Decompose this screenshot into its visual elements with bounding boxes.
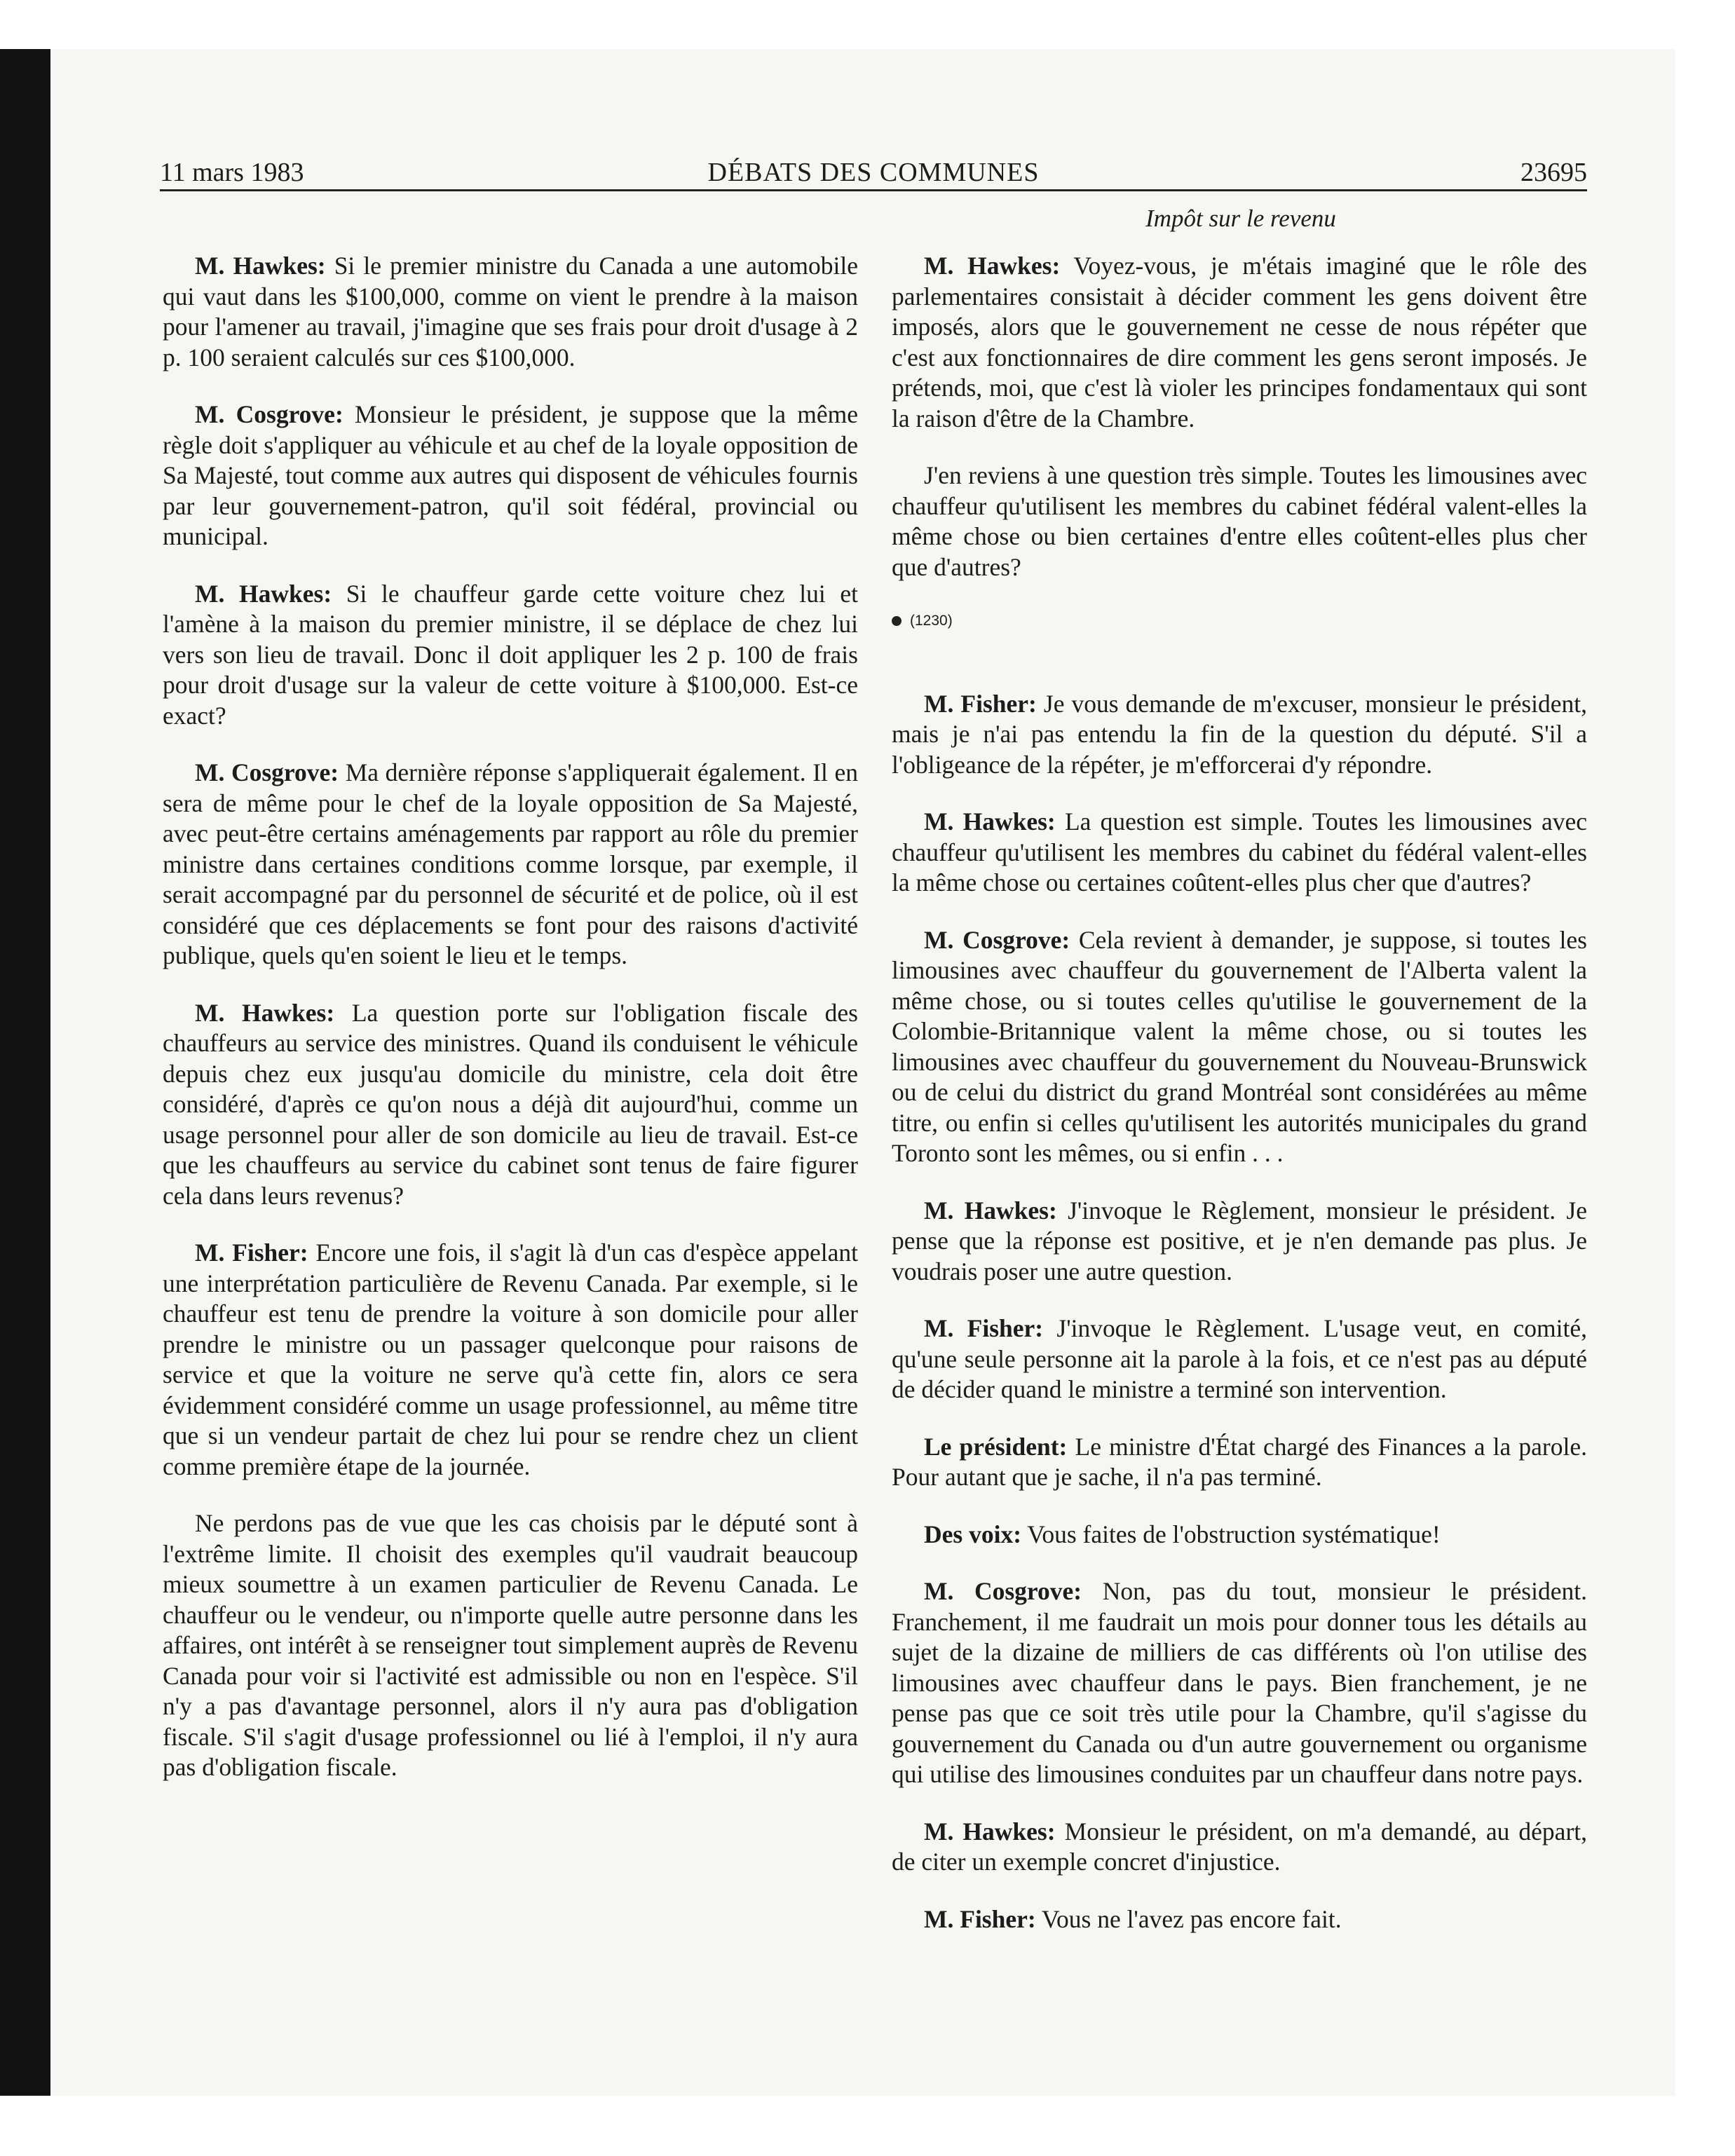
speech-text: Si le chauffeur garde cette voiture chez lui et l'amène à la maison du premier ministre, il se déplace de chez lui vers son lieu de travail. Donc il doit appliquer les 2 p. 100 de frais pour droit d'usage sur la valeur de cette voiture à $100,000. Est-ce exact? <box>163 579 858 730</box>
speech-text: Non, pas du tout, monsieur le président. Franchement, il me faudrait un mois pour donner tous les détails au sujet de la dizaine de milliers de cas différents où l'on utilise des limousines avec chauffeur dans le pays. Bien franchement, je ne pense pas que ce soit très utile pour la Chambre, qu'il s'agisse du gouvernement du Canada ou d'un autre gouvernement ou organisme qui utilise des limousines conduites par un chauffeur dans notre pays. <box>892 1577 1587 1789</box>
paragraph <box>892 1520 1587 1550</box>
speech-text: J'invoque le Règlement. L'usage veut, en comité, qu'une seule personne ait la parole à la fois, et ce n'est pas au député de décider quand le ministre a terminé son intervention. <box>892 1314 1587 1404</box>
paragraph <box>892 460 1587 582</box>
time-marker-label: (1230) <box>910 612 953 629</box>
header-rule <box>160 189 1587 191</box>
right-column <box>892 251 1587 1961</box>
paragraph <box>892 1314 1587 1405</box>
speech-text: J'en reviens à une question très simple. Toutes les limousines avec chauffeur qu'utilisent les membres du cabinet fédéral valent-elles la même chose ou bien certaines d'entre elles coûtent-elles plus cher que d'autres? <box>892 461 1587 581</box>
speech-text: J'invoque le Règlement, monsieur le président. Je pense que la réponse est positive, et je n'en demande pas plus. Je voudrais poser une autre question. <box>892 1196 1587 1285</box>
running-header <box>160 156 1587 189</box>
journal-title: DÉBATS DES COMMUNES <box>707 158 1040 187</box>
speech-text: Je vous demande de m'excuser, monsieur le président, mais je n'ai pas entendu la fin de la question du député. S'il a l'obligeance de la répéter, je m'efforcerai d'y répondre. <box>892 689 1587 779</box>
speech-text: Encore une fois, il s'agit là d'un cas d'espèce appelant une interprétation particulière de Revenu Canada. Par exemple, si le chauffeur est tenu de prendre la voiture à son domicile pour aller prendre le ministre ou un passager quelconque pour raisons de service et que la voiture ne serve qu'à cette fin, alors ce sera évidemment considéré comme un usage professionnel, au même titre que si un vendeur partait de chez lui pour se rendre chez un client comme première étape de la journée. <box>163 1239 859 1480</box>
speech-text: Monsieur le président, je suppose que la même règle doit s'appliquer au véhicule et au chef de la loyale opposition de Sa Majesté, tout comme aux autres qui disposent de véhicules fournis par leur gouvernement-patron, qu'il soit fédéral, provincial ou municipal. <box>163 400 858 550</box>
paragraph <box>892 807 1587 899</box>
paragraph <box>892 1432 1587 1493</box>
speaker-name: M. Cosgrove: <box>924 925 1070 954</box>
speaker-name: M. Fisher: <box>924 1314 1044 1343</box>
speech-text: Monsieur le président, on m'a demandé, au départ, de citer un exemple concret d'injustice. <box>892 1817 1587 1876</box>
speech-text: Voyez-vous, je m'étais imaginé que le rôle des parlementaires consistait à décider comment les gens doivent être imposés, alors que le gouvernement ne cesse de nous répéter que c'est aux fonctionnaires de dire comment les gens seront imposés. Je prétends, moi, que c'est là violer les principes fondamentaux qui sont la raison d'être de la Chambre. <box>892 252 1587 432</box>
speaker-name: M. Hawkes: <box>924 252 1061 280</box>
paragraph <box>163 251 858 373</box>
paragraph <box>892 925 1587 1169</box>
speaker-name: M. Fisher: <box>195 1239 308 1267</box>
scan-margin-top <box>0 0 1735 49</box>
speaker-name: M. Hawkes: <box>924 1817 1056 1845</box>
left-column <box>163 251 858 1810</box>
speech-text: Ne perdons pas de vue que les cas choisis par le député sont à l'extrême limite. Il choisit des exemples qu'il vaudrait beaucoup mieux soumettre à un examen particulier de Revenu Canada. Le chauffeur ou le vendeur, ou n'importe quelle autre personne dans les affaires, ont intérêt à se renseigner tout simplement auprès de Revenu Canada pour voir si l'activité est admissible ou non en l'espèce. S'il n'y a pas d'avantage personnel, alors il n'y aura pas d'obligation fiscale. S'il s'agit d'usage professionnel ou lié à l'emploi, il n'y aura pas d'obligation fiscale. <box>163 1509 858 1781</box>
paragraph <box>163 998 858 1212</box>
time-marker <box>892 609 1587 632</box>
speaker-name: M. Hawkes: <box>924 807 1056 836</box>
page-number: 23695 <box>1520 158 1587 187</box>
paragraph <box>892 1576 1587 1790</box>
speaker-name: M. Hawkes: <box>195 998 335 1027</box>
speech-text: La question est simple. Toutes les limousines avec chauffeur qu'utilisent les membres du cabinet du fédéral valent-elles la même chose ou certaines coûtent-elles plus cher que d'autres? <box>892 807 1587 897</box>
paragraph <box>892 1904 1587 1935</box>
paragraph <box>892 251 1587 434</box>
speech-text: Si le premier ministre du Canada a une automobile qui vaut dans les $100,000, comme on vient le prendre à la maison pour l'amener au travail, j'imagine que ses frais pour droit d'usage à 2 p. 100 seraient calculés sur ces $100,000. <box>163 252 858 371</box>
speaker-name: M. Cosgrove: <box>195 400 343 428</box>
scan-edge-shadow <box>0 49 50 2096</box>
speech-text: La question porte sur l'obligation fiscale des chauffeurs au service des ministres. Quand ils conduisent le véhicule depuis chez eux jusqu'au domicile du ministre, cela doit être considéré, d'après ce qu'on nous a déjà dit aujourd'hui, comme un usage personnel pour aller de son domicile au lieu de travail. Est-ce que les chauffeurs au service du cabinet sont tenus de faire figurer cela dans leurs revenus? <box>163 998 858 1210</box>
speaker-name: M. Fisher: <box>924 1904 1036 1933</box>
paragraph <box>163 758 858 971</box>
paragraph <box>163 1508 858 1783</box>
speech-text: Cela revient à demander, je suppose, si toutes les limousines avec chauffeur du gouvernement de l'Alberta valent la même chose, ou si toutes celles qu'utilise le gouvernement de la Colombie-Britannique valent la même chose, ou si toutes les limousines avec chauffeur du gouvernement du Nouveau-Brunswick ou de celui du district du grand Montréal sont considérées au même titre, ou enfin si celles qu'utilisent les autorités municipales du grand Toronto sont les mêmes, ou si enfin . . . <box>892 925 1587 1168</box>
speaker-name: M. Cosgrove: <box>924 1577 1082 1606</box>
speaker-name: Le président: <box>924 1432 1068 1461</box>
speech-text: Vous faites de l'obstruction systématique! <box>1021 1520 1441 1548</box>
paragraph <box>163 579 858 732</box>
section-title: Impôt sur le revenu <box>1145 205 1336 232</box>
header-date: 11 mars 1983 <box>160 158 304 187</box>
paragraph <box>892 689 1587 781</box>
speaker-name: M. Hawkes: <box>924 1196 1057 1224</box>
speech-text: Vous ne l'avez pas encore fait. <box>1035 1904 1342 1933</box>
bullet-icon <box>892 616 901 626</box>
paragraph <box>163 1238 858 1482</box>
speaker-name: M. Hawkes: <box>195 252 326 280</box>
speech-text: Le ministre d'État chargé des Finances a la parole. Pour autant que je sache, il n'a pas terminé. <box>892 1432 1588 1492</box>
paragraph <box>892 1196 1587 1288</box>
paragraph <box>163 400 858 552</box>
speaker-name: M. Cosgrove: <box>195 758 339 786</box>
speaker-name: M. Fisher: <box>924 689 1037 718</box>
speech-text: Ma dernière réponse s'appliquerait également. Il en sera de même pour le chef de la loyale opposition de Sa Majesté, avec peut-être certains aménagements par rapport au rôle du premier ministre dans certaines conditions comme lorsque, par exemple, il serait accompagné par du personnel de sécurité et de police, où il est considéré que ces déplacements se font pour des raisons d'activité publique, quels qu'en soient le lieu et le temps. <box>163 758 858 969</box>
speaker-name: Des voix: <box>924 1520 1022 1548</box>
paragraph <box>892 1817 1587 1878</box>
speaker-name: M. Hawkes: <box>195 579 332 608</box>
